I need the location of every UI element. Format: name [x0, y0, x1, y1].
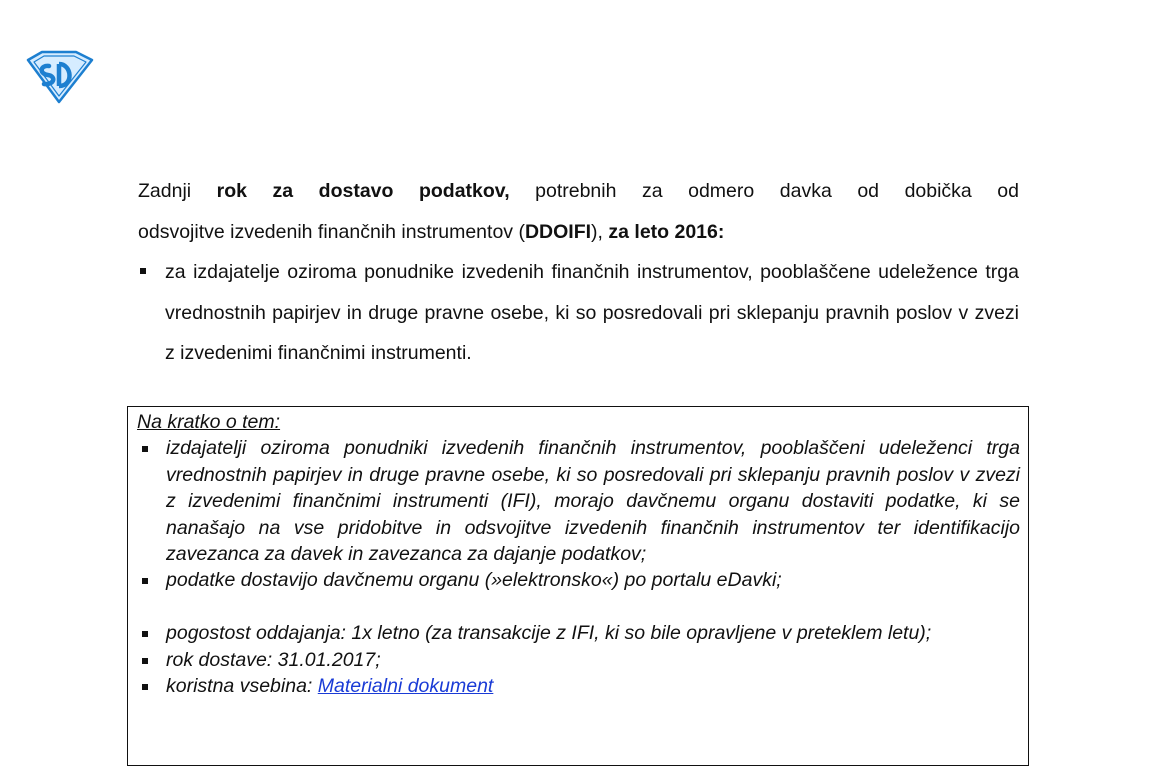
intro-text: odsvojitve izvedenih finančnih instrumentov (: [138, 220, 525, 243]
intro-text: ),: [591, 220, 609, 243]
intro-line-1: [138, 171, 1019, 212]
summary-list: [137, 435, 1020, 699]
intro-text: :: [717, 220, 725, 243]
summary-item: rok dostave: 31.01.2017;: [137, 647, 1020, 673]
ddoifi-abbreviation: DDOIFI: [524, 220, 592, 243]
summary-title: Na kratko o tem:: [137, 411, 281, 433]
intro-paragraph: [138, 171, 1019, 252]
year-emphasis: za leto 2016: [608, 220, 718, 243]
summary-item: podatke dostavijo davčnemu organu (»elektronsko«) po portalu eDavki;: [137, 567, 1020, 593]
intro-line-2: [138, 221, 724, 243]
intro-text: potrebnih za odmero davka od dobička od: [509, 180, 1020, 202]
useful-content-label: koristna vsebina:: [166, 675, 318, 698]
intro-text: Zadnji: [138, 180, 217, 202]
intro-section: [138, 171, 1019, 374]
summary-box: [127, 406, 1029, 766]
sd-shield-logo-icon: [22, 48, 96, 104]
summary-item: pogostost oddajanja: 1x letno (za transakcije z IFI, ki so bile opravljene v preteklem letu);: [137, 620, 1020, 646]
materialni-dokument-link[interactable]: Materialni dokument: [317, 675, 494, 698]
intro-list: [138, 252, 1019, 374]
deadline-emphasis: rok za dostavo podatkov,: [216, 180, 510, 202]
summary-item: izdajatelji oziroma ponudniki izvedenih finančnih instrumentov, pooblaščeni udeleženci trga vrednostnih papirjev in druge pravne osebe, ki so posredovali pri sklepanju pravnih poslov v zvezi z izvedenimi finančnimi instrumenti (IFI), morajo davčnemu organu dostaviti podatke, ki se nanašajo na vse pridobitve in odsvojitve izvedenih finančnih instrumentov ter identifikacijo zavezanca za davek in zavezanca za dajanje podatkov;: [137, 435, 1020, 567]
summary-item-useful-content: [137, 673, 1020, 699]
intro-bullet-item: za izdajatelje oziroma ponudnike izvedenih finančnih instrumentov, pooblaščene udeležence trga vrednostnih papirjev in druge pravne osebe, ki so posredovali pri sklepanju pravnih poslov v zvezi z izvedenimi finančnimi instrumenti.: [138, 252, 1019, 374]
